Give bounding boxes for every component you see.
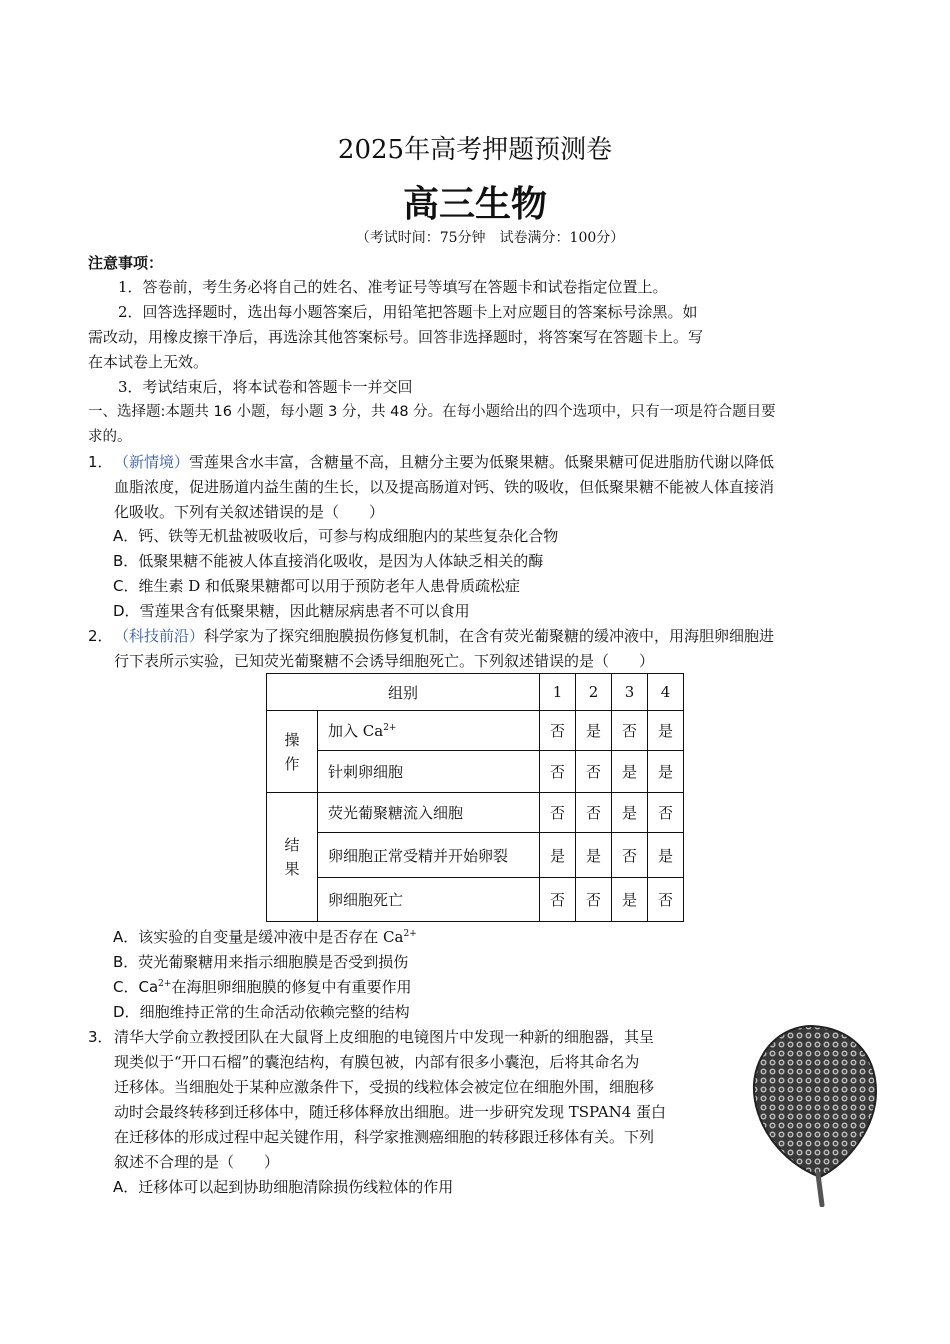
notice-item-1: 1．答卷前，考生务必将自己的姓名、准考证号等填写在答题卡和试卷指定位置上。 [118,278,668,296]
table-cell: 否 [576,751,612,793]
question-stem-line-4: 动时会最终转移到迁移体中，随迁移体释放出细胞。进一步研究发现 TSPAN4 蛋白 [114,1103,667,1121]
section-heading-line-1: 一、选择题:本题共 16 小题，每小题 3 分，共 48 分。在每小题给出的四个选项中，只有一项是符合题目要 [88,404,776,420]
question-stem-text: 科学家为了探究细胞膜损伤修复机制，在含有荧光葡聚糖的缓冲液中，用海胆卵细胞进 [204,627,775,645]
notice-item-2-line-2: 需改动，用橡皮擦干净后，再选涂其他答案标号。回答非选择题时，将答案写在答题卡上。写 [88,328,704,346]
option-label: A． [113,527,139,545]
q1-option-d [113,599,470,624]
table-cell: 否 [540,878,576,922]
table-cell: 否 [612,833,648,878]
table-cell: 是 [648,833,684,878]
row-group-label-result [267,793,318,922]
question-stem-line-2: 现类似于“开口石榴”的囊泡结构，有膜包被，内部有很多小囊泡，后将其命名为 [114,1053,640,1071]
migrasome-micrograph-image [750,1022,880,1207]
vertical-label: 操 作 [284,730,300,773]
question-stem-line-1 [114,450,858,475]
row-group-label-operation [267,711,318,793]
option-label: C． [113,577,139,595]
question-stem-line-1 [114,624,858,649]
row-label: 荧光葡聚糖流入细胞 [318,793,540,833]
section-heading-line-2: 求的。 [88,429,132,445]
question-tag: （科技前沿） [114,627,205,645]
notice-item-2-line-3: 在本试卷上无效。 [88,353,209,371]
option-text: 维生素 D 和低聚果糖都可以用于预防老年人患骨质疏松症 [138,577,521,595]
table-header-cell: 1 [540,674,576,711]
q1-option-a [113,524,558,549]
table-header-cell: 3 [612,674,648,711]
question-2 [88,624,858,674]
option-label: A． [113,1178,139,1196]
q1-option-c [113,574,520,599]
question-number: 3． [88,1028,113,1046]
question-number: 1． [88,453,113,471]
option-text: 低聚果糖不能被人体直接消化吸收，是因为人体缺乏相关的酶 [138,552,544,570]
question-stem-line-5: 在迁移体的形成过程中起关键作用，科学家推测癌细胞的转移跟迁移体有关。下列 [114,1128,655,1146]
table-cell: 否 [540,751,576,793]
notice-item-3: 3．考试结束后，将本试卷和答题卡一并交回 [118,378,413,396]
table-cell: 否 [648,793,684,833]
table-header-cell: 组别 [267,674,540,711]
table-cell: 否 [540,711,576,751]
q2-option-a: A．该实验的自变量是缓冲液中是否存在 $Ca^{2+}$ [113,928,417,946]
exam-title: 2025年高考押题预测卷 [337,135,613,165]
question-tag: （新情境） [114,453,190,471]
option-label: B． [113,552,139,570]
option-text: 迁移体可以起到协助细胞清除损伤线粒体的作用 [138,1178,454,1196]
question-stem-line-6: 叙述不合理的是（ ） [114,1153,280,1171]
question-stem-line-3: 迁移体。当细胞处于某种应激条件下，受损的线粒体会被定位在细胞外围，细胞移 [114,1078,655,1096]
question-number: 2． [88,627,113,645]
question-3 [88,1025,728,1175]
row-label: 卵细胞正常受精并开始卵裂 [318,833,540,878]
table-row [267,833,684,878]
exam-info: （考试时间：75分钟 试卷满分：100分） [355,230,625,246]
q2-option-b: B．荧光葡聚糖用来指示细胞膜是否受到损伤 [113,953,409,971]
table-row [267,711,684,751]
table-header-cell: 4 [648,674,684,711]
table-cell: 否 [576,878,612,922]
q2-option-d: D．细胞维持正常的生命活动依赖完整的结构 [113,1003,410,1021]
option-text: 雪莲果含有低聚果糖，因此糖尿病患者不可以食用 [139,602,470,620]
q3-option-a [113,1175,453,1200]
question-stem-text: 雪莲果含水丰富，含糖量不高，且糖分主要为低聚果糖。低聚果糖可促进脂肪代谢以降低 [189,453,775,471]
question-stem-line-2: 行下表所示实验，已知荧光葡聚糖不会诱导细胞死亡。下列叙述错误的是（ ） [114,652,655,670]
table-row [267,793,684,833]
table-row [267,878,684,922]
option-label: D． [113,602,140,620]
q1-option-b [113,549,543,574]
notice-heading: 注意事项： [88,254,164,272]
table-cell: 是 [648,711,684,751]
q2-option-c: C．$Ca^{2+}$在海胆卵细胞膜的修复中有重要作用 [113,978,412,996]
table-header-cell: 2 [576,674,612,711]
row-label: 加入 $Ca^{2+}$ [318,711,540,751]
question-1 [88,450,858,525]
table-cell: 是 [612,793,648,833]
vertical-label: 结 果 [284,836,300,878]
table-cell: 否 [648,878,684,922]
table-cell: 否 [540,793,576,833]
table-cell: 是 [612,751,648,793]
question-stem-line-2: 血脂浓度，促进肠道内益生菌的生长，以及提高肠道对钙、铁的吸收，但低聚果糖不能被人体直接消 [114,478,775,496]
table-cell: 是 [612,878,648,922]
table-cell: 否 [576,793,612,833]
table-row [267,751,684,793]
table-cell: 是 [576,711,612,751]
notice-item-2-line-1: 2．回答选择题时，选出每小题答案后，用铅笔把答题卡上对应题目的答案标号涂黑。如 [118,303,698,321]
option-text: 钙、铁等无机盐被吸收后，可参与构成细胞内的某些复杂化合物 [138,527,559,545]
table-header-row [267,674,684,711]
table-cell: 是 [648,751,684,793]
experiment-table [266,673,684,922]
subject-title: 高三生物 [402,183,547,225]
table-cell: 是 [540,833,576,878]
row-label: 针刺卵细胞 [318,751,540,793]
table-cell: 是 [576,833,612,878]
question-stem-line-3: 化吸收。下列有关叙述错误的是（ ） [114,503,385,521]
question-stem-line-1: 清华大学俞立教授团队在大鼠肾上皮细胞的电镜图片中发现一种新的细胞器，其呈 [114,1028,655,1046]
row-label: 卵细胞死亡 [318,878,540,922]
table-cell: 否 [612,711,648,751]
